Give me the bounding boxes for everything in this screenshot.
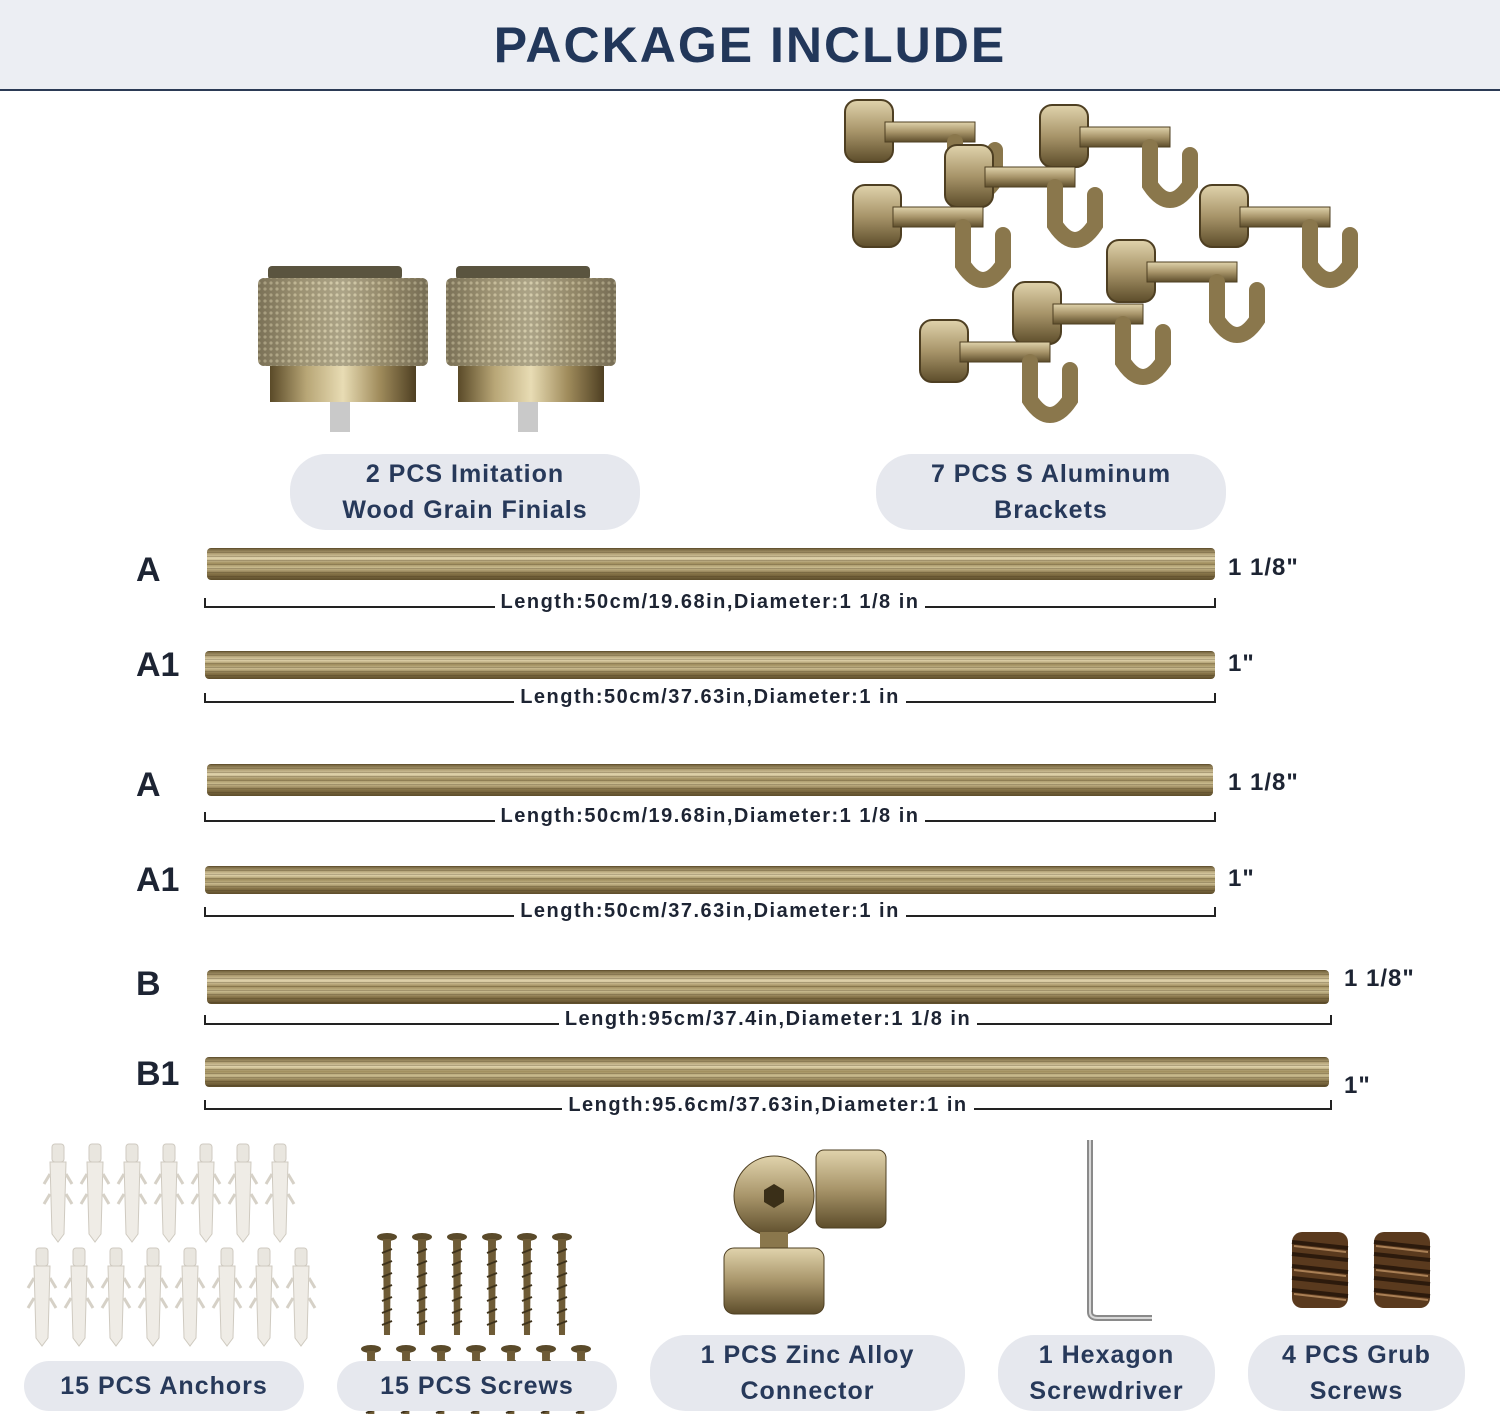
- screwdriver-label-2: Screwdriver: [1029, 1377, 1184, 1405]
- brackets-pill: [876, 454, 1226, 530]
- brackets-label-2: Brackets: [994, 496, 1108, 524]
- finials-image: [250, 262, 630, 442]
- grub-screws-image: [1288, 1232, 1448, 1312]
- rod-b1-diameter: 1": [1344, 1072, 1371, 1099]
- screws-label: 15 PCS Screws: [380, 1372, 574, 1400]
- rod-label-b: B: [136, 965, 161, 1003]
- rod-a: [207, 548, 1215, 580]
- rod-a1-length-wrap: [204, 900, 1216, 923]
- hex-key-icon: [1090, 1140, 1152, 1318]
- rod-label-a: A: [136, 551, 161, 589]
- connector-label-1: 1 PCS Zinc Alloy: [700, 1341, 915, 1369]
- rod-b-length: Length:95cm/37.4in,Diameter:1 1/8 in: [559, 1008, 977, 1030]
- finials-label-1: 2 PCS Imitation: [365, 460, 565, 488]
- rod-a1-length: Length:50cm/37.63in,Diameter:1 in: [514, 686, 906, 708]
- rod-a-diameter: 1 1/8": [1228, 769, 1299, 796]
- rod-a1-length-wrap: [204, 686, 1216, 709]
- finials-label-2: Wood Grain Finials: [342, 496, 588, 524]
- rod-label-b1: B1: [136, 1055, 180, 1093]
- anchors-label: 15 PCS Anchors: [60, 1372, 268, 1400]
- rod-a1-length: Length:50cm/37.63in,Diameter:1 in: [514, 900, 906, 922]
- connector-icon: [724, 1150, 886, 1314]
- rod-b1-length: Length:95.6cm/37.63in,Diameter:1 in: [562, 1094, 973, 1116]
- rod-b: [207, 970, 1329, 1004]
- screws-image: [355, 1135, 605, 1355]
- hexkey-image: [1080, 1138, 1170, 1328]
- rod-b-diameter: 1 1/8": [1344, 965, 1415, 992]
- rod-b1-length-wrap: [204, 1094, 1332, 1117]
- rod-a1: [205, 651, 1215, 679]
- screwdriver-label-1: 1 Hexagon: [1038, 1341, 1175, 1369]
- rod-a1-diameter: 1": [1228, 865, 1255, 892]
- rod-a1-diameter: 1": [1228, 650, 1255, 677]
- rod-label-a: A: [136, 766, 161, 804]
- brackets-image: [845, 100, 1365, 440]
- brackets-label-1: 7 PCS S Aluminum: [930, 460, 1172, 488]
- screwdriver-pill: [998, 1335, 1215, 1411]
- anchors-image: [22, 1140, 312, 1350]
- finial-icon: [258, 266, 428, 432]
- grub-label-1: 4 PCS Grub: [1282, 1341, 1431, 1369]
- rod-a-length-wrap: [204, 805, 1216, 828]
- anchors-pill: [24, 1361, 304, 1411]
- page-title: PACKAGE INCLUDE: [493, 17, 1007, 73]
- finial-icon: [446, 266, 616, 432]
- rod-b1: [205, 1057, 1329, 1087]
- rod-a-length: Length:50cm/19.68in,Diameter:1 1/8 in: [495, 805, 926, 827]
- grub-label-2: Screws: [1309, 1377, 1404, 1405]
- rod-label-a1: A1: [136, 861, 180, 899]
- rod-a-length: Length:50cm/19.68in,Diameter:1 1/8 in: [495, 591, 926, 613]
- grub-pill: [1248, 1335, 1465, 1411]
- rod-label-a1: A1: [136, 646, 180, 684]
- rod-a: [207, 764, 1213, 796]
- rod-a1: [205, 866, 1215, 894]
- screws-pill: [337, 1361, 617, 1411]
- rod-a-length-wrap: [204, 591, 1216, 614]
- rod-a-diameter: 1 1/8": [1228, 554, 1299, 581]
- connector-pill: [650, 1335, 965, 1411]
- connector-image: [718, 1148, 898, 1318]
- connector-label-2: Connector: [740, 1377, 875, 1405]
- finials-pill: [290, 454, 640, 530]
- rod-b-length-wrap: [204, 1008, 1332, 1031]
